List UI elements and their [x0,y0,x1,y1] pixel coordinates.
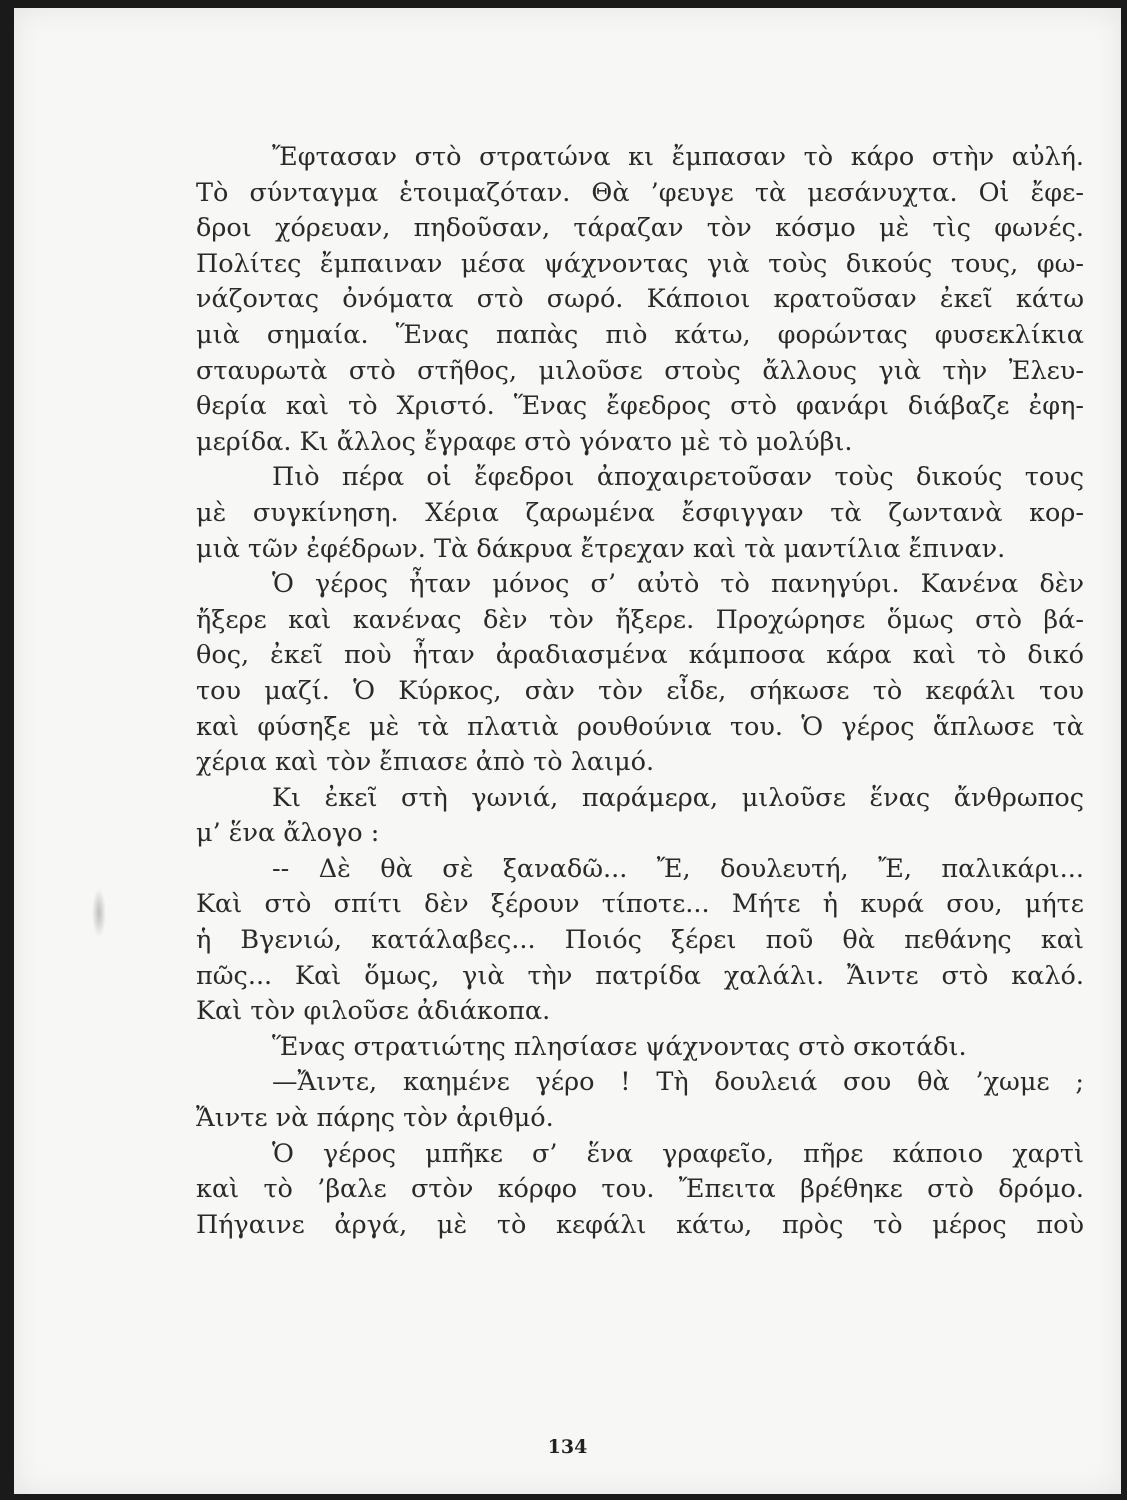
page-number: 134 [547,1436,588,1458]
book-page [14,8,1121,1494]
text-line: Τὸ σύνταγμα ἑτοιμαζόταν. Θὰ ’φευγε τὰ μεσάνυχτα. Οἱ ἔφε- [196,177,1084,208]
text-line: Κι ἐκεῖ στὴ γωνιά, παράμερα, μιλοῦσε ἕνας ἄνθρωπος [272,782,1084,813]
text-line: Πολίτες ἔμπαιναν μέσα ψάχνοντας γιὰ τοὺς δικούς τους, φω- [196,248,1084,279]
text-line: καὶ τὸ ’βαλε στὸν κόρφο του. Ἔπειτα βρέθηκε στὸ δρόμο. [196,1174,1084,1205]
text-line: Ὁ γέρος μπῆκε σ’ ἕνα γραφεῖο, πῆρε κάποιο χαρτὶ [272,1138,1084,1169]
text-line: μερίδα. Κι ἄλλος ἔγραφε στὸ γόνατο μὲ τὸ μολύβι. [196,426,853,457]
text-line: Ἄιντε νὰ πάρης τὸν ἀριθμό. [196,1103,554,1134]
text-line: μιὰ τῶν ἐφέδρων. Τὰ δάκρυα ἔτρεχαν καὶ τὰ μαντίλια ἔπιναν. [196,533,1006,564]
text-line: μ’ ἕνα ἄλογο : [196,818,380,849]
text-line: ἡ Βγενιώ, κατάλαβες... Ποιός ξέρει ποῦ θὰ πεθάνης καὶ [196,925,1084,956]
text-line: καὶ φύσηξε μὲ τὰ πλατιὰ ρουθούνια του. Ὁ γέρος ἅπλωσε τὰ [196,711,1084,742]
text-line: —Ἄιντε, καημένε γέρο ! Τὴ δουλειά σου θὰ ’χωμε ; [272,1067,1084,1098]
text-line: μὲ συγκίνηση. Χέρια ζαρωμένα ἔσφιγγαν τὰ ζωντανὰ κορ- [196,497,1084,528]
text-line: νάζοντας ὀνόματα στὸ σωρό. Κάποιοι κρατοῦσαν ἐκεῖ κάτω [196,284,1084,315]
text-line: θος, ἐκεῖ ποὺ ἦταν ἀραδιασμένα κάμποσα κάρα καὶ τὸ δικό [196,640,1084,671]
text-line: δροι χόρευαν, πηδοῦσαν, τάραζαν τὸν κόσμο μὲ τὶς φωνές. [196,213,1084,244]
text-line: μιὰ σημαία. Ἕνας παπὰς πιὸ κάτω, φορώντας φυσεκλίκια [196,319,1084,350]
text-line: του μαζί. Ὁ Κύρκος, σὰν τὸν εἶδε, σήκωσε τὸ κεφάλι του [196,675,1084,706]
text-line: Πιὸ πέρα οἱ ἔφεδροι ἀποχαιρετοῦσαν τοὺς δικούς τους [272,462,1084,493]
text-line: Καὶ τὸν φιλοῦσε ἀδιάκοπα. [196,996,551,1027]
text-line: Καὶ στὸ σπίτι δὲν ξέρουν τίποτε... Μήτε ἡ κυρά σου, μήτε [196,889,1084,920]
text-line: -- Δὲ θὰ σὲ ξαναδῶ... Ἔ, δουλευτή, Ἔ, παλικάρι... [272,853,1084,884]
text-line: σταυρωτὰ στὸ στῆθος, μιλοῦσε στοὺς ἄλλους γιὰ τὴν Ἐλευ- [196,355,1084,386]
page-fold-mark [92,888,106,938]
text-line: Πήγαινε ἀργά, μὲ τὸ κεφάλι κάτω, πρὸς τὸ μέρος ποὺ [196,1209,1084,1240]
text-line: θερία καὶ τὸ Χριστό. Ἕνας ἔφεδρος στὸ φανάρι διάβαζε ἐφη- [196,391,1084,422]
text-line: Ὁ γέρος ἦταν μόνος σ’ αὐτὸ τὸ πανηγύρι. Κανένα δὲν [272,569,1084,600]
text-line: Ἕνας στρατιώτης πλησίασε ψάχνοντας στὸ σκοτάδι. [272,1031,967,1062]
text-line: Ἔφτασαν στὸ στρατώνα κι ἔμπασαν τὸ κάρο στὴν αὐλή. [272,142,1084,172]
text-line: ἤξερε καὶ κανένας δὲν τὸν ἤξερε. Προχώρησε ὅμως στὸ βά- [196,604,1084,635]
text-line: χέρια καὶ τὸν ἔπιασε ἀπὸ τὸ λαιμό. [196,747,655,778]
body-text [196,140,1084,1243]
text-line: πῶς... Καὶ ὅμως, γιὰ τὴν πατρίδα χαλάλι. Ἄιντε στὸ καλό. [196,960,1084,991]
